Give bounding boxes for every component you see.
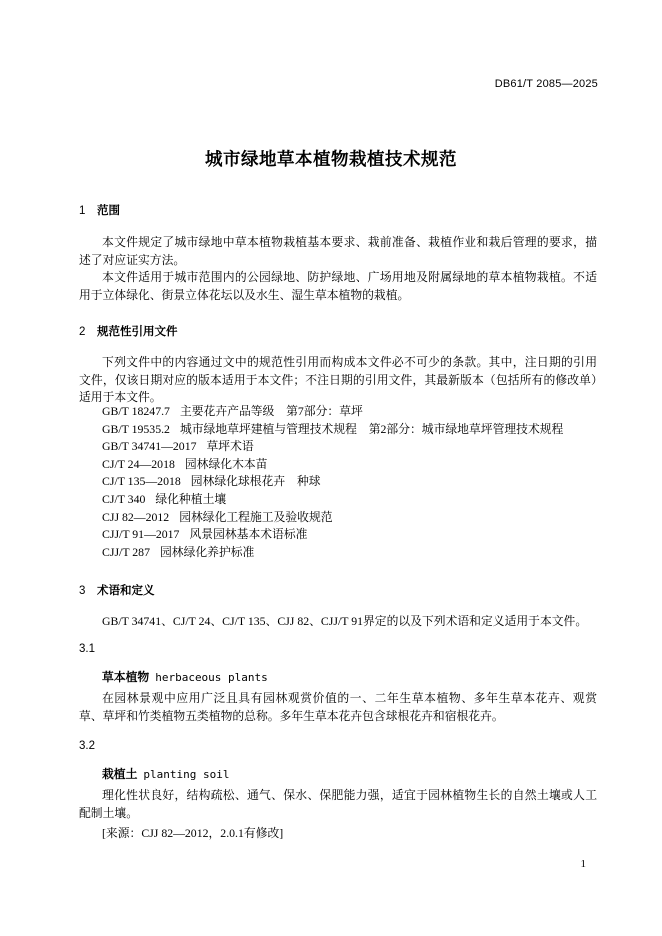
section-title: 规范性引用文件 [97,324,178,338]
scope-paragraph-1: 本文件规定了城市绿地中草本植物栽植基本要求、栽前准备、栽植作业和栽后管理的要求，描述了对应证实方法。 [79,235,597,267]
reference-code: CJJ/T 91—2017 [102,527,180,542]
reference-title: 主要花卉产品等级 第7部分：草坪 [179,404,363,418]
reference-item [102,421,602,439]
document-title: 城市绿地草本植物栽植技术规范 [205,150,457,170]
section-number: 1 [79,205,86,217]
reference-code: GB/T 19535.2 [102,421,170,436]
reference-item [102,403,602,421]
clause-number: 3.1 [79,643,95,655]
section-number: 3 [79,585,86,597]
term-english: planting soil [143,768,230,781]
terms-intro: GB/T 34741、CJ/T 24、CJ/T 135、CJJ 82、CJJ/T 91界定的以及下列术语和定义适用于本文件。 [102,614,588,628]
reference-list [102,403,602,561]
references-intro: 下列文件中的内容通过文中的规范性引用而构成本文件必不可少的条款。其中，注日期的引用文件，仅该日期对应的版本适用于本文件；不注日期的引用文件，其最新版本（包括所有的修改单）适用于本文件。 [79,355,597,404]
term-definition: 在园林景观中应用广泛且具有园林观赏价值的一、二年生草本植物、多年生草本花卉、观赏草、草坪和竹类植物五类植物的总称。多年生草本花卉包含球根花卉和宿根花卉。 [79,691,597,723]
section-2-heading [79,323,178,339]
clause-number: 3.2 [79,740,95,752]
page-number: 1 [580,858,586,870]
reference-title: 园林绿化球根花卉 种球 [190,474,321,489]
reference-code: GB/T 34741—2017 [102,439,197,454]
reference-title: 城市绿地草坪建植与管理技术规程 第2部分：城市绿地草坪管理技术规程 [179,421,564,436]
term-source: [来源：CJJ 82—2012，2.0.1有修改] [102,826,284,840]
reference-title: 风景园林基本术语标准 [189,527,308,542]
reference-item [102,491,602,509]
scope-paragraph-2: 本文件适用于城市范围内的公园绿地、防护绿地、广场用地及附属绿地的草本植物栽植。不适用于立体绿化、街景立体花坛以及水生、湿生草本植物的栽植。 [79,270,597,302]
reference-title: 园林绿化养护标准 [159,544,255,559]
section-title: 范围 [97,203,120,217]
term-entry [102,765,230,782]
reference-title: 园林绿化木本苗 [184,456,268,471]
reference-item [102,456,602,474]
reference-title: 草坪术语 [206,439,254,454]
reference-item [102,438,602,456]
term-english: herbaceous plants [155,671,268,684]
reference-code: CJJ/T 287 [102,544,150,559]
section-title: 术语和定义 [97,583,155,597]
standard-number: DB61/T 2085—2025 [494,78,598,90]
term-definition: 理化性状良好，结构疏松、通气、保水、保肥能力强，适宜于园林植物生长的自然土壤或人工配制土壤。 [79,788,597,820]
reference-code: CJ/T 24—2018 [102,456,175,471]
section-number: 2 [79,326,86,338]
section-3-heading [79,582,155,598]
term-chinese: 栽植土 [102,767,138,781]
reference-title: 园林绿化工程施工及验收规范 [179,509,333,524]
reference-item [102,473,602,491]
reference-code: CJ/T 340 [102,491,146,506]
reference-item [102,526,602,544]
reference-code: CJJ 82—2012 [102,509,170,524]
reference-code: GB/T 18247.7 [102,404,170,418]
term-chinese: 草本植物 [102,670,150,684]
section-1-heading [79,202,120,218]
term-entry [102,668,268,685]
reference-item [102,509,602,527]
reference-code: CJ/T 135—2018 [102,474,181,489]
reference-title: 绿化种植土壤 [155,491,227,506]
reference-item [102,544,602,562]
